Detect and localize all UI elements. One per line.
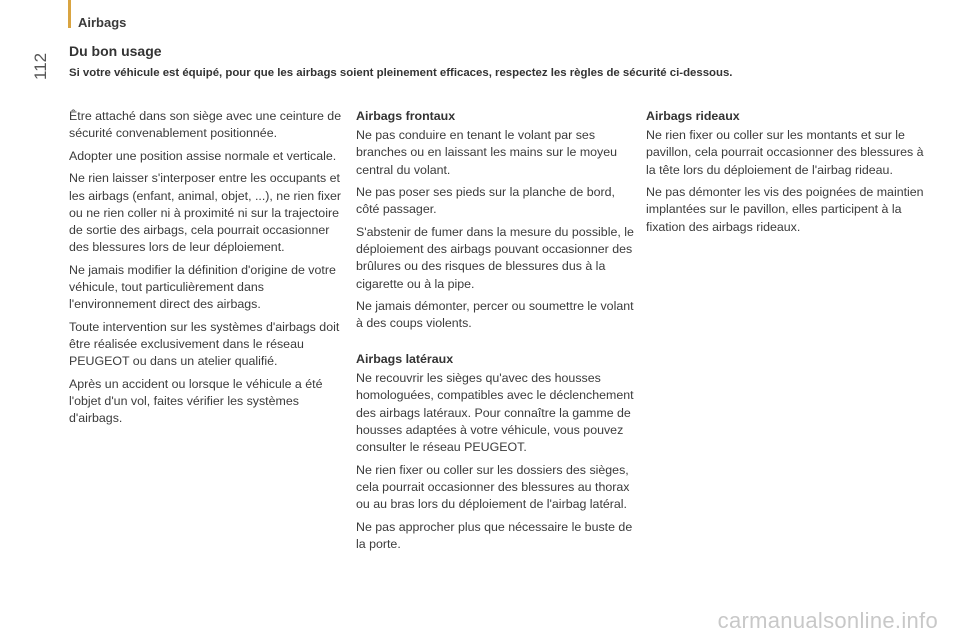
paragraph: Être attaché dans son siège avec une ceinture de sécurité convenablement positionnée. [69,109,342,141]
column-curtain-airbags [646,108,928,241]
paragraph: Ne pas approcher plus que nécessaire le buste de la porte. [356,519,633,551]
heading-lateral-airbags: Airbags latéraux [356,352,454,366]
heading-curtain-airbags: Airbags rideaux [646,109,740,123]
column-frontal-lateral [356,108,638,558]
paragraph: Ne recouvrir les sièges qu'avec des housses homologuées, compatibles avec le déclenchement des airbags latéraux. Pour connaître la gamme de housses adaptées à votre véhicule, vous pouvez consulter le réseau PEUGEOT. [356,371,634,455]
section-header: Airbags [78,15,127,30]
paragraph: Après un accident ou lorsque le véhicule a été l'objet d'un vol, faites vérifier les systèmes d'airbags. [69,376,323,426]
column-general-rules [69,108,351,433]
heading-frontal-airbags: Airbags frontaux [356,109,456,123]
paragraph: Ne pas conduire en tenant le volant par ses branches ou en laissant les mains sur le moyeu central du volant. [356,128,618,177]
intro-text: Si votre véhicule est équipé, pour que les airbags soient pleinement efficaces, respectez les règles de sécurité ci-dessous. [69,67,733,79]
paragraph: Ne rien laisser s'interposer entre les occupants et les airbags (enfant, animal, objet, ...), ne rien fixer ou ne rien coller ni à proximité ni sur la trajectoire de sortie des airbags, cela pourrait occasionner des blessures lors de leur déploiement. [69,171,342,255]
page-number: 112 [31,52,50,80]
watermark: carmanualsonline.info [717,608,938,633]
paragraph: Ne pas poser ses pieds sur la planche de bord, côté passager. [356,185,615,217]
section-accent-bar [68,0,71,28]
paragraph: Ne pas démonter les vis des poignées de maintien implantées sur le pavillon, elles participent à la fixation des airbags rideaux. [646,185,924,234]
paragraph: Ne jamais démonter, percer ou soumettre le volant à des coups violents. [356,299,634,331]
paragraph: Ne rien fixer ou coller sur les dossiers des sièges, cela pourrait occasionner des blessures au thorax ou au bras lors du déploiement de l'airbag latéral. [356,462,630,512]
paragraph: Toute intervention sur les systèmes d'airbags doit être réalisée exclusivement dans le réseau PEUGEOT ou dans un atelier qualifié. [69,319,340,369]
page-title: Du bon usage [69,43,162,59]
paragraph: Adopter une position assise normale et verticale. [69,148,337,163]
paragraph: S'abstenir de fumer dans la mesure du possible, le déploiement des airbags pouvant occasionner des brûlures ou des risques de blessures dus à la cigarette ou à la pipe. [356,225,634,291]
paragraph: Ne rien fixer ou coller sur les montants et sur le pavillon, cela pourrait occasionner des blessures à la tête lors du déploiement de l'airbag rideau. [646,128,924,177]
paragraph: Ne jamais modifier la définition d'origine de votre véhicule, tout particulièrement dans l'environnement direct des airbags. [69,262,336,312]
section-spacer [356,338,638,351]
